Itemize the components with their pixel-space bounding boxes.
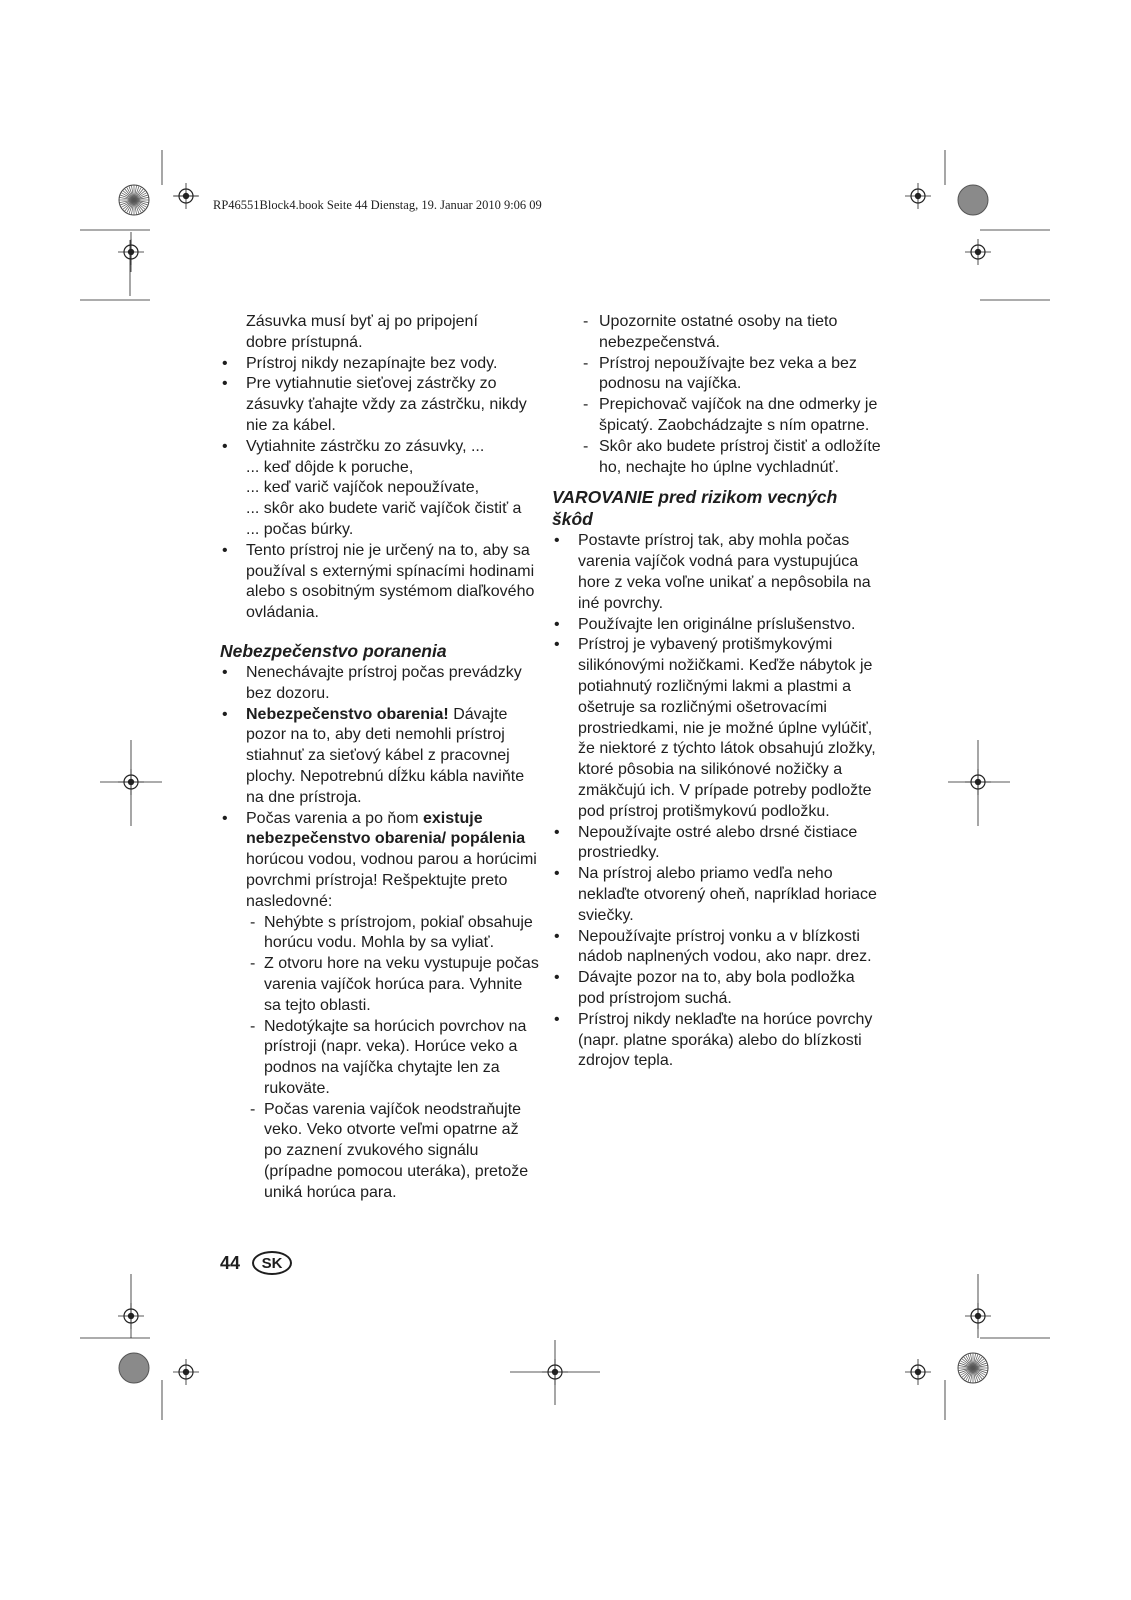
unplug-case: ... počas búrky. <box>246 520 354 538</box>
section-heading-injury: Nebezpečenstvo poranenia <box>220 640 447 661</box>
bullet-item: • Prístroj nikdy neklaďte na horúce povrchy (napr. platne sporáka) alebo do blízkosti zdrojov tepla. <box>552 1010 882 1072</box>
burn-text-pre: Počas varenia a po ňom <box>246 809 419 827</box>
bullet-item-burn <box>220 809 540 913</box>
dash-marker: - <box>583 437 589 455</box>
bullet-item: • Nepoužívajte prístroj vonku a v blízkosti nádob naplnených vodou, ako napr. drez. <box>552 927 882 969</box>
dash-item <box>552 312 882 354</box>
dash-marker: - <box>250 955 256 973</box>
dash-item <box>552 354 882 396</box>
dash-item <box>552 437 882 479</box>
page-footer <box>220 1251 292 1275</box>
dash-item <box>552 395 882 437</box>
bullet-item: • Používajte len originálne príslušenstvo. <box>552 615 882 636</box>
dash-text: Počas varenia vajíčok neodstraňujte veko. Veko otvorte veľmi opatrne až po zaznení zvukového signálu (prípadne pomocou uteráka), pretože uniká horúca para. <box>264 1100 529 1201</box>
unplug-case: ... skôr ako budete varič vajíčok čistiť a <box>246 500 522 518</box>
dash-text: Nedotýkajte sa horúcich povrchov na prístroji (napr. veka). Horúce veko a podnos na vajíčka chytajte len za rukoväte. <box>264 1017 527 1097</box>
left-column <box>220 312 540 1204</box>
bullet-item: • Postavte prístroj tak, aby mohla počas varenia vajíčok vodná para vystupujúca hore z veka voľne unikať a nepôsobila na iné povrchy. <box>552 531 882 614</box>
bullet-item: • Nepoužívajte ostré alebo drsné čistiace prostriedky. <box>552 823 882 865</box>
dash-item <box>220 954 540 1016</box>
gray-target-mark <box>958 185 988 215</box>
dash-text: Upozornite ostatné osoby na tieto nebezpečenstvá. <box>599 313 838 351</box>
intro-line: dobre prístupná. <box>246 333 363 351</box>
unplug-case: ... keď dôjde k poruche, <box>246 458 414 476</box>
dash-marker: - <box>583 354 589 372</box>
bullet-item: • Vytiahnite zástrčku zo zásuvky, ... <box>220 437 540 458</box>
burn-text-post: horúcou vodou, vodnou parou a horúcimi povrchmi prístroja! Rešpektujte preto nasledovné: <box>246 851 537 910</box>
print-slug: RP46551Block4.book Seite 44 Dienstag, 19. Januar 2010 9:06 09 <box>213 198 542 212</box>
dash-item <box>220 913 540 955</box>
bullet-item: • Prístroj je vybavený protišmykovými silikónovými nožičkami. Keďže nábytok je potiahnutý rozličnými lakmi a plastmi a ošetruje sa rozličnými ošetrovacími prostriedkami, nie je možné úplne vylúčiť, že niektoré z týchto látok obsahujú zložky, ktoré pôsobia na silikónové nožičky a zmäkčujú ich. V prípade potreby podložte pod prístroj protišmykovú podložku. <box>552 635 882 822</box>
unplug-case: ... keď varič vajíčok nepoužívate, <box>246 479 480 497</box>
dash-text: Z otvoru hore na veku vystupuje počas varenia vajíčok horúca para. Vyhnite sa tejto oblasti. <box>264 955 539 1014</box>
dash-text: Skôr ako budete prístroj čistiť a odložíte ho, nechajte ho úplne vychladnúť. <box>599 437 881 476</box>
right-column <box>552 312 882 1072</box>
scald-warning: Nebezpečenstvo obarenia! <box>246 705 449 723</box>
scald-text: Dávajte pozor na to, aby deti nemohli prístroj stiahnuť za sieťový kábel z pracovnej plochy. Nepotrebnú dĺžku kábla naviňte na dne prístroja. <box>246 705 525 806</box>
bullet-item: • Prístroj nikdy nezapínajte bez vody. <box>220 354 540 375</box>
dash-item <box>220 1017 540 1100</box>
dash-marker: - <box>583 396 589 414</box>
dash-marker: - <box>583 313 589 330</box>
burn-warning: existuje nebezpečenstvo obarenia/ popálenia <box>246 809 526 848</box>
language-badge: SK <box>252 1251 292 1275</box>
bullet-item: • Na prístroj alebo priamo vedľa neho neklaďte otvorený oheň, napríklad horiace sviečky. <box>552 864 882 926</box>
dash-marker: - <box>250 1100 256 1118</box>
dash-marker: - <box>250 1017 256 1035</box>
bullet-item: • Tento prístroj nie je určený na to, aby sa používal s externými spínacími hodinami alebo s osobitným systémom diaľkového ovládania. <box>220 541 540 624</box>
page-number: 44 <box>220 1252 241 1273</box>
dash-marker: - <box>250 913 256 931</box>
bullet-item: • Pre vytiahnutie sieťovej zástrčky zo zásuvky ťahajte vždy za zástrčku, nikdy nie za kábel. <box>220 374 540 436</box>
bullet-item-scald <box>220 705 540 809</box>
gray-target-mark <box>119 1353 149 1383</box>
dash-text: Prepichovač vajíčok na dne odmerky je špicatý. Zaobchádzajte s ním opatrne. <box>599 396 878 434</box>
dash-item <box>220 1100 540 1204</box>
intro-line: Zásuvka musí byť aj po pripojení <box>246 313 478 330</box>
dash-text: Nehýbte s prístrojom, pokiaľ obsahuje horúcu vodu. Mohla by sa vyliať. <box>264 913 533 952</box>
bullet-item: • Dávajte pozor na to, aby bola podložka pod prístrojom suchá. <box>552 968 882 1010</box>
dash-text: Prístroj nepoužívajte bez veka a bez podnosu na vajíčka. <box>599 354 857 393</box>
bullet-item: • Nenechávajte prístroj počas prevádzky bez dozoru. <box>220 663 540 705</box>
section-heading-property: VAROVANIE pred rizikom vecných škôd <box>552 487 838 530</box>
